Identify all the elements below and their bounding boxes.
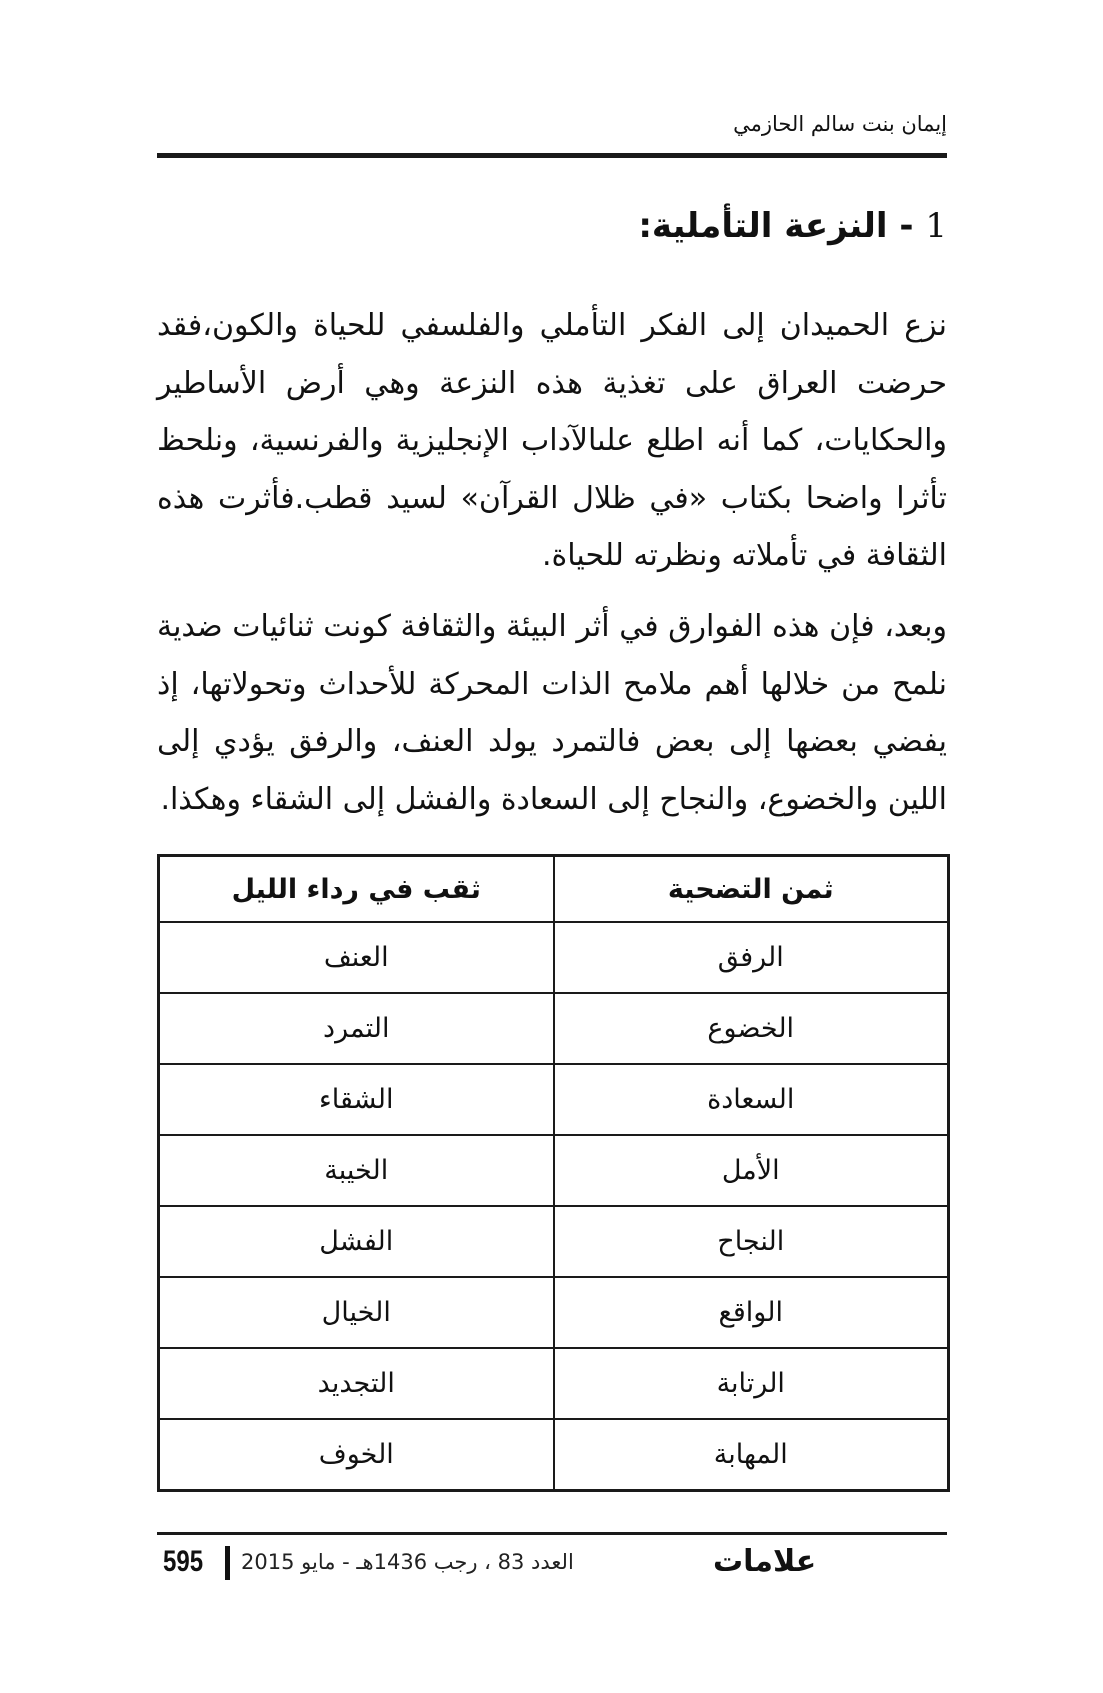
table-header-row [160,857,947,922]
contrast-table [157,854,950,1492]
footer-rule [157,1532,947,1535]
section-number: 1 [925,206,947,246]
issue-info: العدد 83 ، رجب 1436هـ - مايو 2015 [241,1550,574,1574]
table-row [160,1277,947,1348]
table-cell: الفشل [160,1206,554,1277]
table-cell: الرتابة [554,1348,948,1419]
table-cell: الأمل [554,1135,948,1206]
table-cell: النجاح [554,1206,948,1277]
table-cell: العنف [160,922,554,993]
table-row [160,1064,947,1135]
table-cell: التجديد [160,1348,554,1419]
table-row [160,1206,947,1277]
table-cell: الواقع [554,1277,948,1348]
paragraph-1: نزع الحميدان إلى الفكر التأملي والفلسفي للحياة والكون،فقد حرضت العراق على تغذية هذه النزعة وهي أرض الأساطير والحكايات، كما أنه اطلع علىالآداب الإنجليزية والفرنسية، ونلحظ تأثرا واضحا بكتاب «في ظلال القرآن» لسيد قطب.فأثرت هذه الثقافة في تأملاته ونظرته للحياة. [157,308,947,573]
table-row [160,922,947,993]
page-number: 595 [163,1545,204,1578]
table-cell: الخضوع [554,993,948,1064]
table-cell: الرفق [554,922,948,993]
table-cell: الخيبة [160,1135,554,1206]
column-header: ثقب في رداء الليل [160,857,554,922]
section-heading [157,196,947,256]
table-cell: التمرد [160,993,554,1064]
table-row [160,993,947,1064]
table-cell: السعادة [554,1064,948,1135]
table-cell: الخوف [160,1419,554,1489]
table-row [160,1419,947,1489]
footer-separator-bar [225,1546,230,1580]
column-header: ثمن التضحية [554,857,948,922]
table-row [160,1135,947,1206]
running-head-author: إيمان بنت سالم الحازمي [733,112,947,136]
header-rule [157,153,947,158]
section-title: النزعة التأملية: [638,206,888,246]
table-cell: المهابة [554,1419,948,1489]
journal-logo: علامات [713,1544,817,1579]
table-cell: الشقاء [160,1064,554,1135]
page-footer [157,1540,947,1584]
table-cell: الخيال [160,1277,554,1348]
section-dash: - [887,206,926,246]
table-row [160,1348,947,1419]
paragraph-2: وبعد، فإن هذه الفوارق في أثر البيئة والثقافة كونت ثنائيات ضدية نلمح من خلالها أهم ملامح الذات المحركة للأحداث وتحولاتها، إذ يفضي بعضها إلى بعض فالتمرد يولد العنف، والرفق يؤدي إلى اللين والخضوع، والنجاح إلى السعادة والفشل إلى الشقاء وهكذا. [157,609,947,817]
